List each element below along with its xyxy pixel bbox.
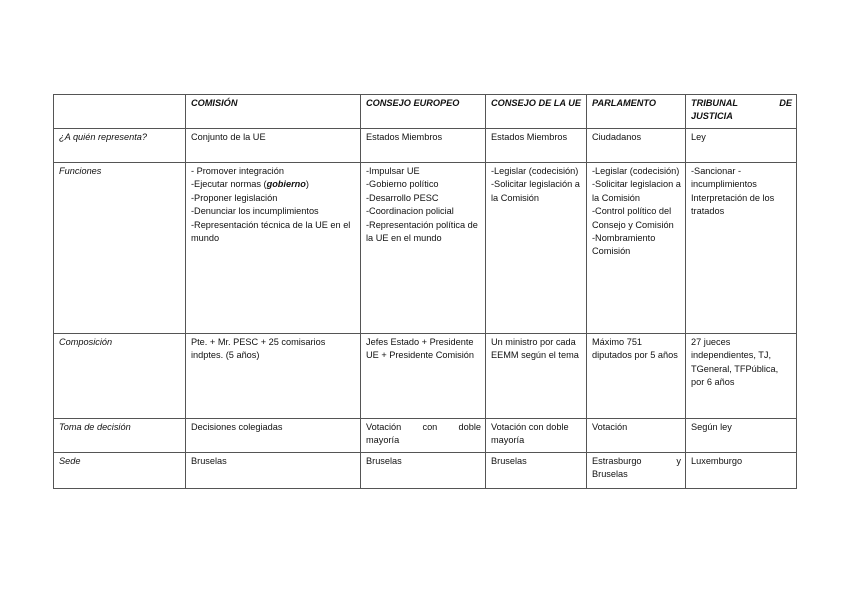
cell-decision-tribunal: Según ley — [686, 419, 797, 453]
funcion-item: Interpretación de los tratados — [691, 192, 775, 217]
decision-word: doble — [458, 422, 481, 432]
cell-sede-consejo-europeo: Bruselas — [361, 453, 486, 489]
row-label-sede: Sede — [54, 453, 186, 489]
row-funciones — [54, 163, 797, 334]
header-parlamento: PARLAMENTO — [587, 95, 686, 129]
row-label-representa: ¿A quién representa? — [54, 129, 186, 163]
cell-funciones-consejo-ue — [486, 163, 587, 334]
funcion-item: -Representación política de la UE en el mundo — [366, 219, 478, 244]
funcion-item: -Representación técnica de la UE en el mundo — [191, 219, 351, 244]
cell-representa-parlamento: Ciudadanos — [587, 129, 686, 163]
cell-composicion-tribunal: 27 jueces independientes, TJ, TGeneral, TFPública, por 6 años — [686, 334, 797, 419]
funcion-item: - Promover integración — [191, 166, 284, 176]
cell-decision-parlamento: Votación — [587, 419, 686, 453]
eu-institutions-table — [53, 94, 797, 489]
funcion-item: -Nombramiento Comisión — [592, 233, 656, 257]
cell-funciones-comision — [186, 163, 361, 334]
header-tribunal — [686, 95, 797, 129]
cell-composicion-comision: Pte. + Mr. PESC + 25 comisarios indptes. (5 años) — [186, 334, 361, 419]
row-label-composicion: Composición — [54, 334, 186, 419]
header-comision: COMISIÓN — [186, 95, 361, 129]
cell-representa-tribunal: Ley — [686, 129, 797, 163]
cell-representa-comision: Conjunto de la UE — [186, 129, 361, 163]
funcion-item: -Desarrollo PESC — [366, 192, 439, 203]
cell-composicion-consejo-ue: Un ministro por cada EEMM según el tema — [486, 334, 587, 419]
funcion-item: -Ejecutar normas (gobierno) — [191, 179, 309, 190]
funcion-item: -Impulsar UE — [366, 166, 420, 176]
cell-composicion-parlamento: Máximo 751 diputados por 5 años — [587, 334, 686, 419]
sede-word: y — [676, 456, 681, 466]
sede-word: Estrasburgo — [592, 456, 642, 466]
row-decision — [54, 419, 797, 453]
cell-sede-tribunal: Luxemburgo — [686, 453, 797, 489]
cell-composicion-consejo-europeo: Jefes Estado + Presidente UE + Presidente Comisión — [361, 334, 486, 419]
funcion-item: -Solicitar legislacion a la Comisión — [592, 179, 681, 203]
header-empty — [54, 95, 186, 129]
header-tribunal-word2: DE — [779, 98, 792, 108]
cell-decision-comision: Decisiones colegiadas — [186, 419, 361, 453]
header-tribunal-word3: JUSTICIA — [691, 111, 733, 122]
row-representa — [54, 129, 797, 163]
header-tribunal-word1: TRIBUNAL — [691, 98, 738, 108]
sede-word: Bruselas — [592, 469, 628, 480]
decision-word: con — [422, 422, 438, 432]
row-label-funciones: Funciones — [54, 163, 186, 334]
cell-funciones-parlamento — [587, 163, 686, 334]
cell-decision-consejo-ue: Votación con doble mayoría — [486, 419, 587, 453]
cell-sede-parlamento — [587, 453, 686, 489]
row-label-decision: Toma de decisión — [54, 419, 186, 453]
funcion-item: -Solicitar legislación a la Comisión — [491, 179, 580, 203]
header-consejo-europeo: CONSEJO EUROPEO — [361, 95, 486, 129]
funcion-item: -Gobierno político — [366, 179, 439, 190]
funcion-item: -Denunciar los incumplimientos — [191, 206, 319, 217]
funcion-item: -Legislar (codecisión) — [491, 166, 579, 176]
cell-representa-consejo-ue: Estados Miembros — [486, 129, 587, 163]
cell-funciones-tribunal — [686, 163, 797, 334]
header-consejo-ue: CONSEJO DE LA UE — [486, 95, 587, 129]
header-row — [54, 95, 797, 129]
row-sede — [54, 453, 797, 489]
cell-representa-consejo-europeo: Estados Miembros — [361, 129, 486, 163]
cell-funciones-consejo-europeo — [361, 163, 486, 334]
funcion-item: -Proponer legislación — [191, 192, 278, 203]
funcion-item: -Sancionar - incumplimientos — [691, 166, 757, 190]
cell-decision-consejo-europeo — [361, 419, 486, 453]
funcion-item: -Coordinacion policial — [366, 206, 454, 217]
cell-sede-consejo-ue: Bruselas — [486, 453, 587, 489]
decision-word: Votación — [366, 422, 402, 432]
cell-sede-comision: Bruselas — [186, 453, 361, 489]
row-composicion — [54, 334, 797, 419]
decision-word: mayoría — [366, 435, 400, 446]
funcion-item: -Legislar (codecisión) — [592, 166, 680, 176]
funcion-item: -Control político del Consejo y Comisión — [592, 206, 674, 230]
